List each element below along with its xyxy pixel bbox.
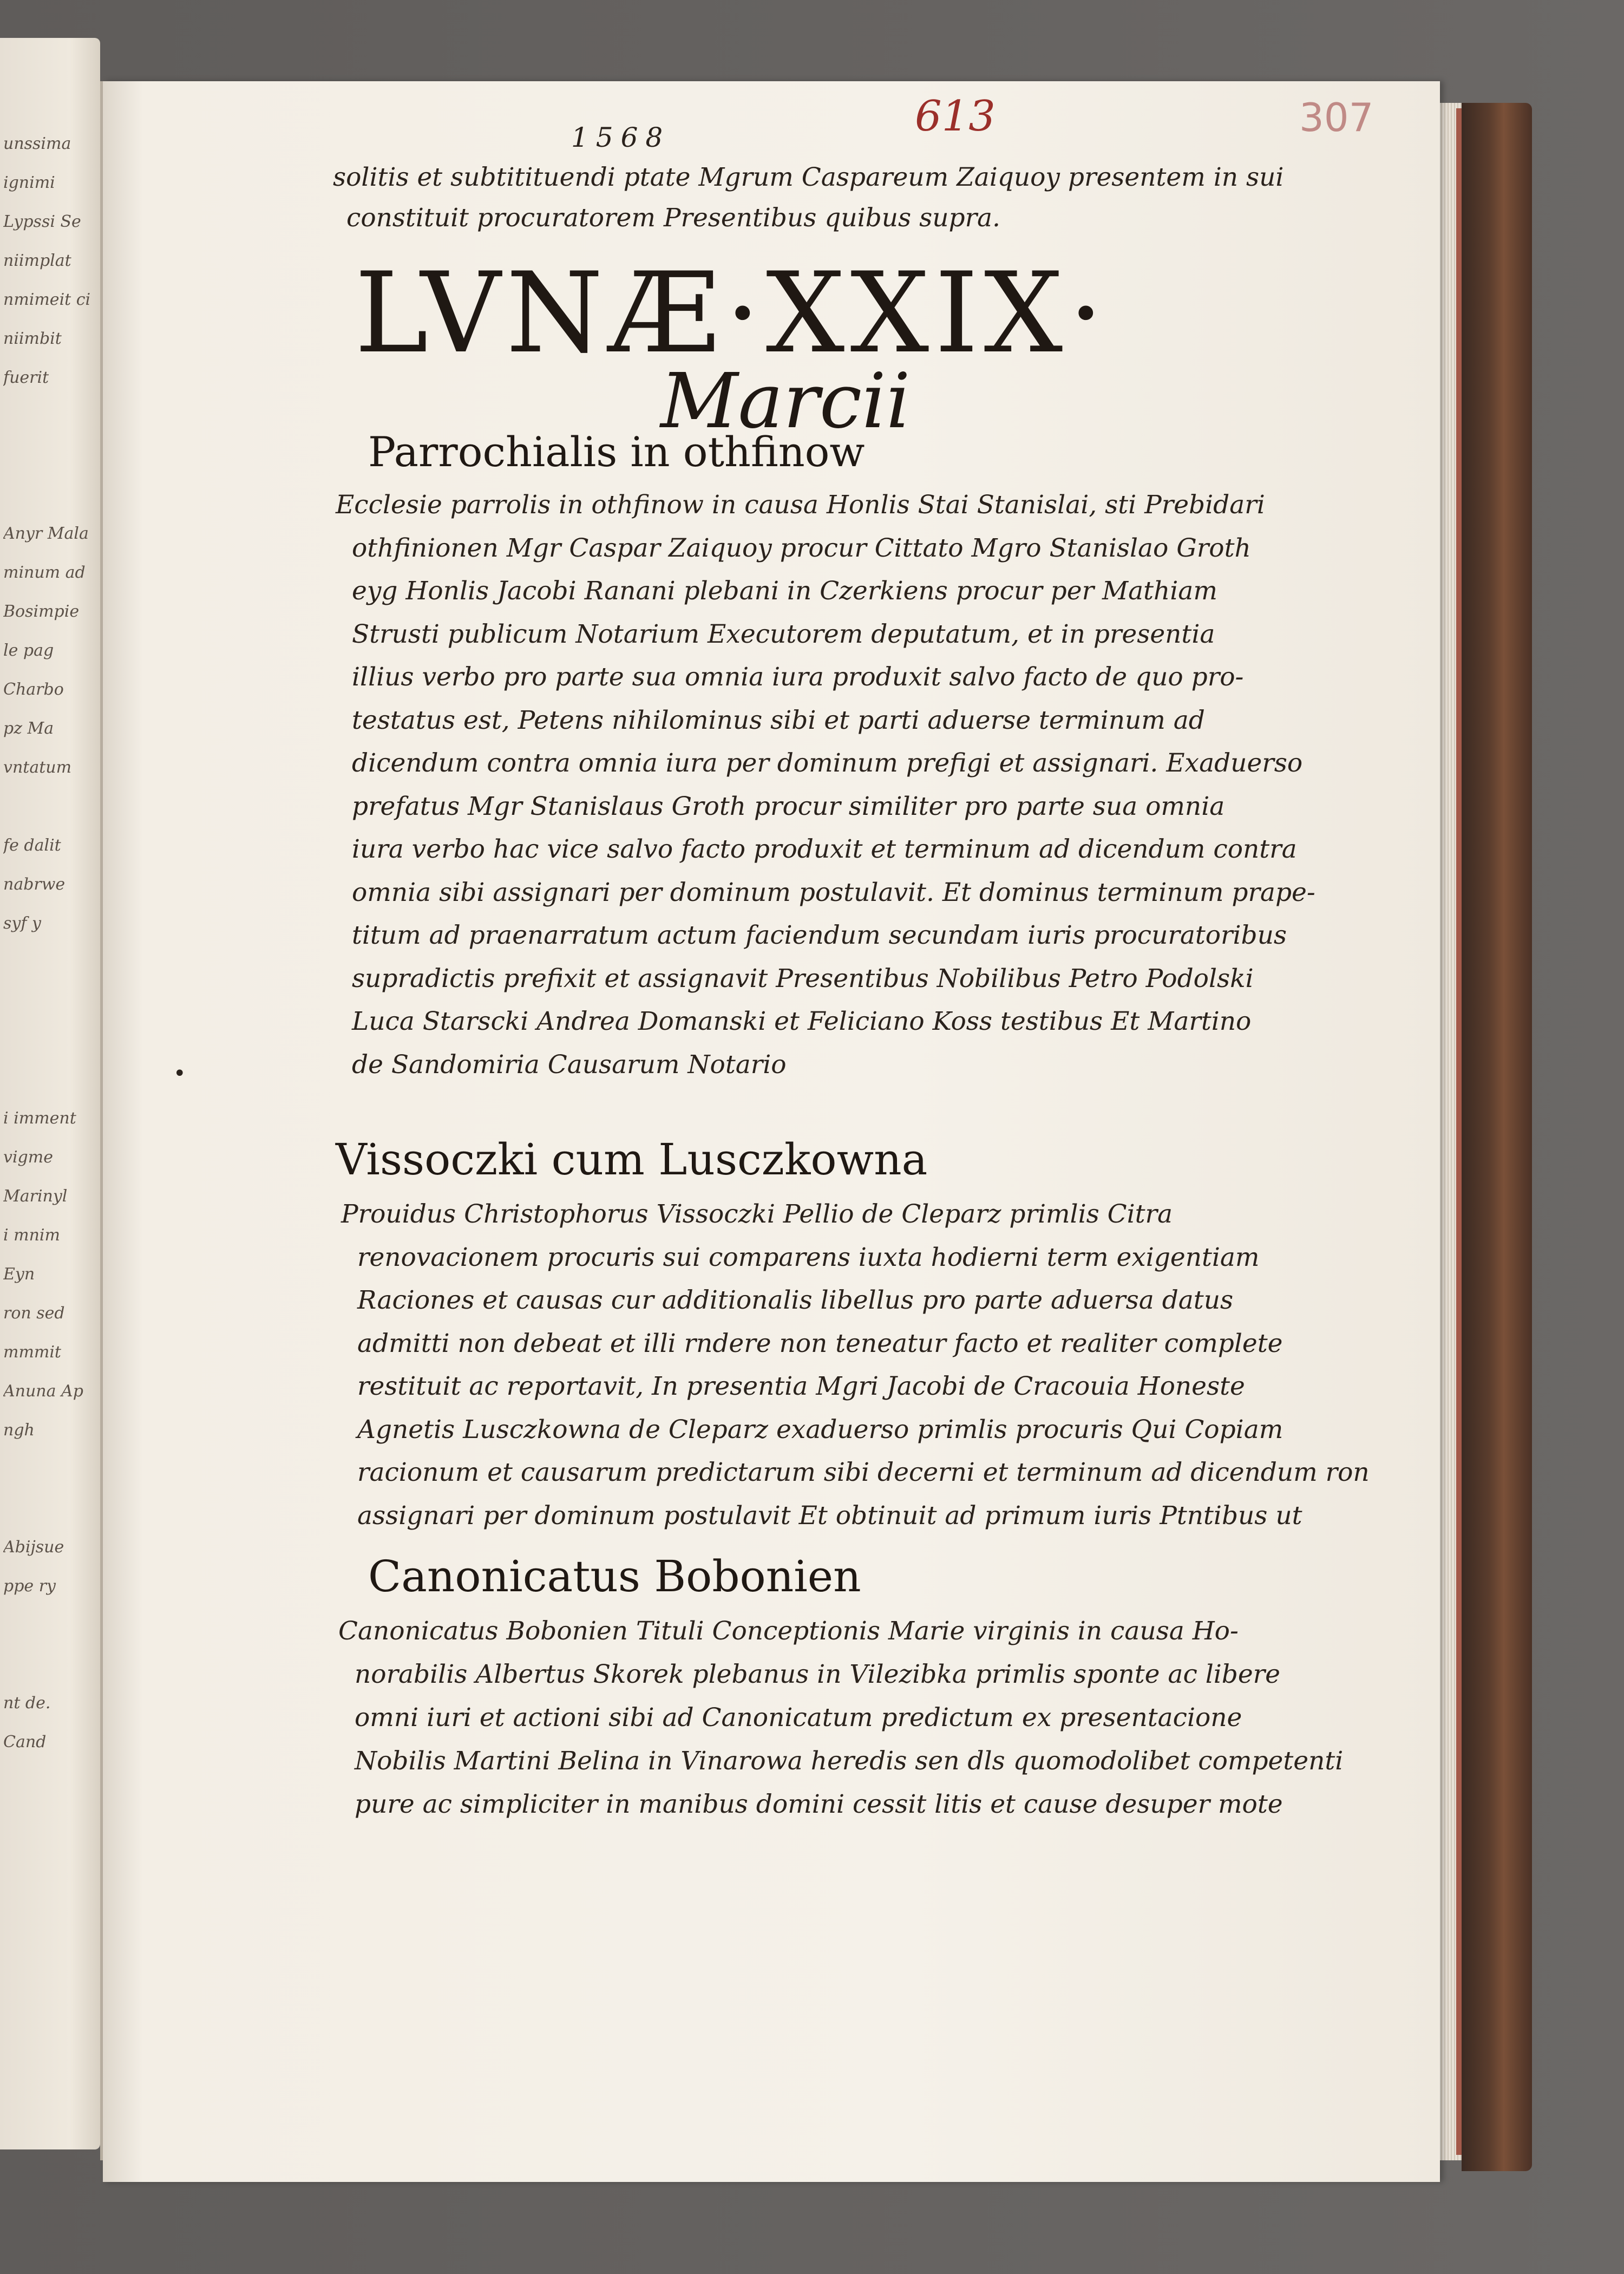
previous-page-text-fragments: [3, 125, 98, 1762]
previous-page-fragment: [3, 1606, 98, 1645]
folio-number-ink: 613: [915, 92, 996, 141]
previous-page-fragment: [3, 1489, 98, 1528]
previous-page-fragment: ngh: [3, 1421, 35, 1440]
entry-text-line: Canonicatus Bobonien Tituli Conceptionis Marie virginis in causa Ho-: [338, 1616, 1239, 1646]
previous-page-fragment: Cand: [3, 1733, 47, 1752]
previous-page-fragment: nt de.: [3, 1694, 51, 1713]
opening-line-2: constituit procuratorem Presentibus quibus supra.: [346, 203, 1001, 233]
previous-page-edge: [0, 38, 100, 2149]
previous-page-fragment: [3, 1450, 98, 1489]
entry-text-line: Agnetis Lusczkowna de Cleparz exaduerso primlis procuris Qui Copiam: [357, 1414, 1284, 1445]
entry-text-line: de Sandomiria Causarum Notario: [352, 1049, 787, 1080]
entry-text-line: eyg Honlis Jacobi Ranani plebani in Czerkiens procur per Mathiam: [352, 576, 1217, 606]
entry-title: Canonicatus Bobonien: [368, 1551, 861, 1602]
previous-page-fragment: minum ad: [3, 563, 86, 582]
previous-page-fragment: i mnim: [3, 1226, 60, 1245]
date-heading-day: LVNÆ·XXIX·: [355, 249, 1109, 378]
book-binding: [1462, 103, 1532, 2171]
previous-page-fragment: ron sed: [3, 1304, 65, 1323]
previous-page-fragment: i imment: [3, 1109, 76, 1128]
previous-page-fragment: Charbo: [3, 680, 64, 699]
previous-page-fragment: [3, 397, 98, 436]
previous-page-fragment: le pag: [3, 641, 54, 660]
entry-text-line: testatus est, Petens nihilominus sibi et parti aduerse terminum ad: [352, 705, 1205, 735]
entry-title: Parrochialis in othfinow: [368, 428, 865, 476]
previous-page-fragment: Marinyl: [3, 1187, 68, 1206]
entry-text-line: restituit ac reportavit, In presentia Mgri Jacobi de Cracouia Honeste: [357, 1371, 1245, 1401]
entry-title: Vissoczki cum Lusczkowna: [336, 1134, 928, 1185]
previous-page-fragment: vntatum: [3, 758, 72, 777]
year-label: 1568: [571, 122, 671, 153]
previous-page-fragment: nabrwe: [3, 875, 66, 894]
entry-text-line: racionum et causarum predictarum sibi decerni et terminum ad dicendum ron: [357, 1458, 1370, 1487]
entry-text-line: titum ad praenarratum actum faciendum secundam iuris procuratoribus: [352, 920, 1287, 950]
entry-text-line: pure ac simpliciter in manibus domini cessit litis et cause desuper mote: [355, 1789, 1283, 1819]
entry-text-line: Nobilis Martini Belina in Vinarowa heredis sen dls quomodolibet competenti: [355, 1746, 1344, 1776]
previous-page-fragment: ppe ry: [3, 1577, 56, 1596]
previous-page-fragment: ignimi: [3, 173, 55, 192]
date-heading-month: Marcii: [660, 357, 911, 446]
entry-text-line: norabilis Albertus Skorek plebanus in Vilezibka primlis sponte ac libere: [355, 1659, 1280, 1689]
previous-page-fragment: niimplat: [3, 251, 71, 270]
entry-text-line: omnia sibi assignari per dominum postulavit. Et dominus terminum prape-: [352, 877, 1315, 907]
folio-number-pencil: 307: [1299, 95, 1374, 140]
previous-page-fragment: Abijsue: [3, 1538, 64, 1557]
entry-text-line: omni iuri et actioni sibi ad Canonicatum predictum ex presentacione: [355, 1703, 1242, 1733]
previous-page-fragment: niimbit: [3, 329, 62, 348]
previous-page-fragment: [3, 982, 98, 1021]
previous-page-fragment: [3, 1021, 98, 1060]
previous-page-fragment: [3, 1060, 98, 1099]
entry-text-line: prefatus Mgr Stanislaus Groth procur similiter pro parte sua omnia: [352, 791, 1225, 821]
previous-page-fragment: [3, 1645, 98, 1684]
entry-text-line: Luca Starscki Andrea Domanski et Feliciano Koss testibus Et Martino: [352, 1007, 1252, 1036]
previous-page-fragment: fe dalit: [3, 836, 61, 855]
previous-page-fragment: mmmit: [3, 1343, 61, 1362]
previous-page-fragment: [3, 436, 98, 475]
entry-text-line: admitti non debeat et illi rndere non teneatur facto et realiter complete: [357, 1328, 1283, 1358]
previous-page-fragment: pz Ma: [3, 719, 54, 738]
entry-text-line: iura verbo hac vice salvo facto produxit et terminum ad dicendum contra: [352, 834, 1297, 864]
entry-text-line: Strusti publicum Notarium Executorem deputatum, et in presentia: [352, 619, 1215, 649]
previous-page-fragment: Bosimpie: [3, 602, 80, 621]
entry-text-line: supradictis prefixit et assignavit Presentibus Nobilibus Petro Podolski: [352, 963, 1254, 994]
previous-page-fragment: nmimeit ci: [3, 290, 91, 309]
previous-page-fragment: Anuna Ap: [3, 1382, 83, 1401]
previous-page-fragment: Lypssi Se: [3, 212, 81, 231]
entry-text-line: assignari per dominum postulavit Et obtinuit ad primum iuris Ptntibus ut: [357, 1500, 1302, 1531]
previous-page-fragment: unssima: [3, 134, 71, 153]
opening-line-1: solitis et subtitituendi ptate Mgrum Caspareum Zaiquoy presentem in sui: [333, 162, 1284, 192]
previous-page-fragment: vigme: [3, 1148, 53, 1167]
previous-page-fragment: syf y: [3, 914, 41, 933]
previous-page-fragment: [3, 943, 98, 982]
entry-text-line: dicendum contra omnia iura per dominum prefigi et assignari. Exaduerso: [352, 748, 1303, 778]
entry-text-line: Ecclesie parrolis in othfinow in causa Honlis Stai Stanislai, sti Prebidari: [336, 490, 1265, 520]
previous-page-fragment: fuerit: [3, 368, 49, 387]
previous-page-fragment: [3, 787, 98, 826]
entry-text-line: othfinionen Mgr Caspar Zaiquoy procur Cittato Mgro Stanislao Groth: [352, 533, 1251, 563]
previous-page-fragment: Anyr Mala: [3, 524, 89, 543]
previous-page-fragment: [3, 475, 98, 514]
entry-text-line: Prouidus Christophorus Vissoczki Pellio de Cleparz primlis Citra: [341, 1199, 1173, 1229]
margin-dot: •: [173, 1061, 186, 1086]
entry-text-line: renovacionem procuris sui comparens iuxta hodierni term exigentiam: [357, 1242, 1260, 1272]
previous-page-fragment: Eyn: [3, 1265, 35, 1284]
entry-text-line: Raciones et causas cur additionalis libellus pro parte aduersa datus: [357, 1285, 1234, 1315]
entry-text-line: illius verbo pro parte sua omnia iura produxit salvo facto de quo pro-: [352, 662, 1244, 692]
